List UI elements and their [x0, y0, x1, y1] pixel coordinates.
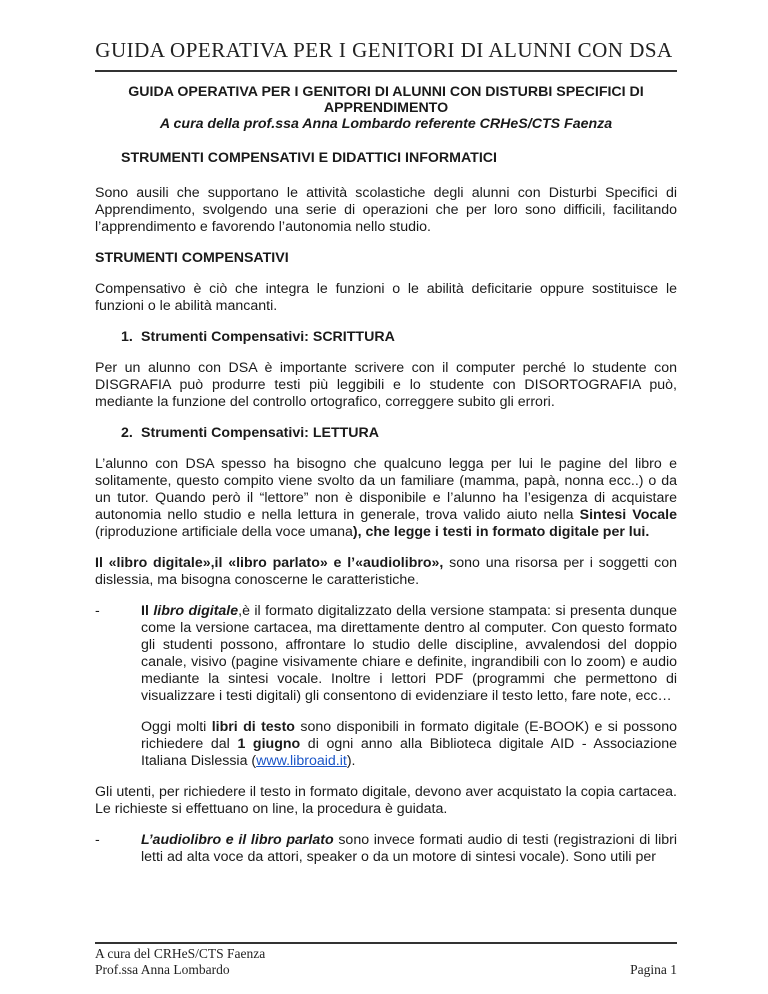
digital-lead-bold: Il «libro digitale»,il «libro parlato» e l’«audiolibro», — [95, 555, 444, 571]
section-heading-tools: STRUMENTI COMPENSATIVI E DIDATTICI INFORMATICI — [121, 150, 497, 166]
sintesi-vocale-term: Sintesi Vocale — [579, 507, 677, 523]
footer-line-2: Prof.ssa Anna Lombardo — [95, 962, 230, 977]
bullet2-text: sono invece formati audio di testi (registrazioni di libri letti ad alta voce da attori, speaker o da un motore di sintesi vocale). Sono utili per — [141, 832, 677, 865]
ebook-text-c: sono disponibili in formato digitale (E-BOOK) e si possono richiedere dal — [141, 719, 677, 752]
bullet-dash: - — [95, 832, 100, 848]
libro-digitale-term: libro digitale — [153, 603, 239, 619]
libri-di-testo-term: libri di testo — [211, 719, 295, 735]
item-number-2: 2. — [121, 425, 133, 441]
section-heading-compensativi: STRUMENTI COMPENSATIVI — [95, 250, 289, 266]
paragraph-digital-lead — [95, 555, 677, 589]
running-header: GUIDA OPERATIVA PER I GENITORI DI ALUNNI CON DSA — [95, 38, 673, 62]
document-title — [95, 84, 677, 132]
page-content — [95, 84, 677, 880]
item-heading-lettura — [121, 425, 677, 442]
audiolibro-term: L’audiolibro e il libro parlato — [141, 832, 334, 848]
page-footer — [95, 946, 677, 978]
lettura-text-d: ), che legge i testi in formato digitale per lui. — [352, 524, 650, 540]
digital-lead-rest: sono una risorsa per i soggetti con dislessia, ma bisogna conoscerne le caratteristiche. — [95, 555, 677, 588]
bullet-dash: - — [95, 603, 100, 619]
title-line-2: APPRENDIMENTO — [323, 100, 449, 116]
item-title-scrittura: Strumenti Compensativi: SCRITTURA — [141, 329, 395, 345]
page-number: Pagina 1 — [630, 962, 677, 977]
bullet-libro-digitale — [95, 603, 677, 705]
ebook-text-e: di ogni anno alla Biblioteca digitale AID - Associazione Italiana Dislessia ( — [141, 736, 677, 769]
bullet-audiolibro — [95, 832, 677, 866]
bullet1-text: ,è il formato digitalizzato della versione stampata: si presenta dunque come la versione cartacea, ma direttamente dentro al computer. Con questo formato gli studenti possono, affrontare lo studio delle discipline, avvalendosi del doppio canale, visivo (pagine visivamente chiare e definite, ingrandibili con lo zoom) e audio mediante la sintesi vocale. Inoltre i lettori PDF (programmi che permettono di visualizzare i testi digitali) gli consentono di evidenziare il testo letto, fare note, ecc… — [141, 603, 678, 704]
header-divider — [95, 70, 677, 72]
item-title-lettura: Strumenti Compensativi: LETTURA — [141, 425, 380, 441]
paragraph-compensativi-definition: Compensativo è ciò che integra le funzioni o le abilità deficitarie oppure sostituisce le funzioni o le abilità mancanti. — [95, 281, 677, 314]
libroaid-link[interactable]: www.libroaid.it — [256, 753, 347, 769]
bullet1-prefix: Il — [141, 603, 154, 619]
paragraph-scrittura: Per un alunno con DSA è importante scrivere con il computer perché lo studente con DISGRAFIA può produrre testi più leggibili e lo studente con DISORTOGRAFIA può, mediante la funzione del controllo ortografico, correggere subito gli errori. — [95, 360, 677, 410]
lettura-text-a: L’alunno con DSA spesso ha bisogno che qualcuno legga per lui le pagine del libro e solitamente, questo compito viene svolto da un familiare (mamma, papà, nonna ecc..) o da un tutor. Quando però il “lettore” non è disponibile e l’alunno ha l’esigenza di acquistare autonomia nello studio e nella lettura in generale, trova valido aiuto nella — [95, 456, 677, 523]
item-heading-scrittura — [121, 329, 677, 346]
footer-line-1: A cura del CRHeS/CTS Faenza — [95, 946, 266, 961]
paragraph-lettura — [95, 456, 677, 541]
paragraph-ebook — [95, 719, 677, 770]
paragraph-users-request: Gli utenti, per richiedere il testo in formato digitale, devono aver acquistato la copia cartacea. Le richieste si effettuano on line, la procedura è guidata. — [95, 784, 677, 817]
lettura-text-c: (riproduzione artificiale della voce umana — [95, 524, 353, 540]
title-line-1: GUIDA OPERATIVA PER I GENITORI DI ALUNNI CON DISTURBI SPECIFICI DI — [128, 84, 644, 100]
title-author-line: A cura della prof.ssa Anna Lombardo referente CRHeS/CTS Faenza — [159, 116, 613, 132]
ebook-text-a: Oggi molti — [141, 719, 212, 735]
ebook-text-f: ). — [346, 753, 356, 769]
date-1-giugno: 1 giugno — [237, 736, 301, 752]
item-number-1: 1. — [121, 329, 133, 345]
paragraph-tools-intro: Sono ausili che supportano le attività scolastiche degli alunni con Disturbi Specifici di Apprendimento, svolgendo una serie di operazioni che per loro sono difficili, facilitando l’apprendimento e favorendo l’autonomia nello studio. — [95, 185, 677, 235]
footer-divider — [95, 942, 677, 944]
